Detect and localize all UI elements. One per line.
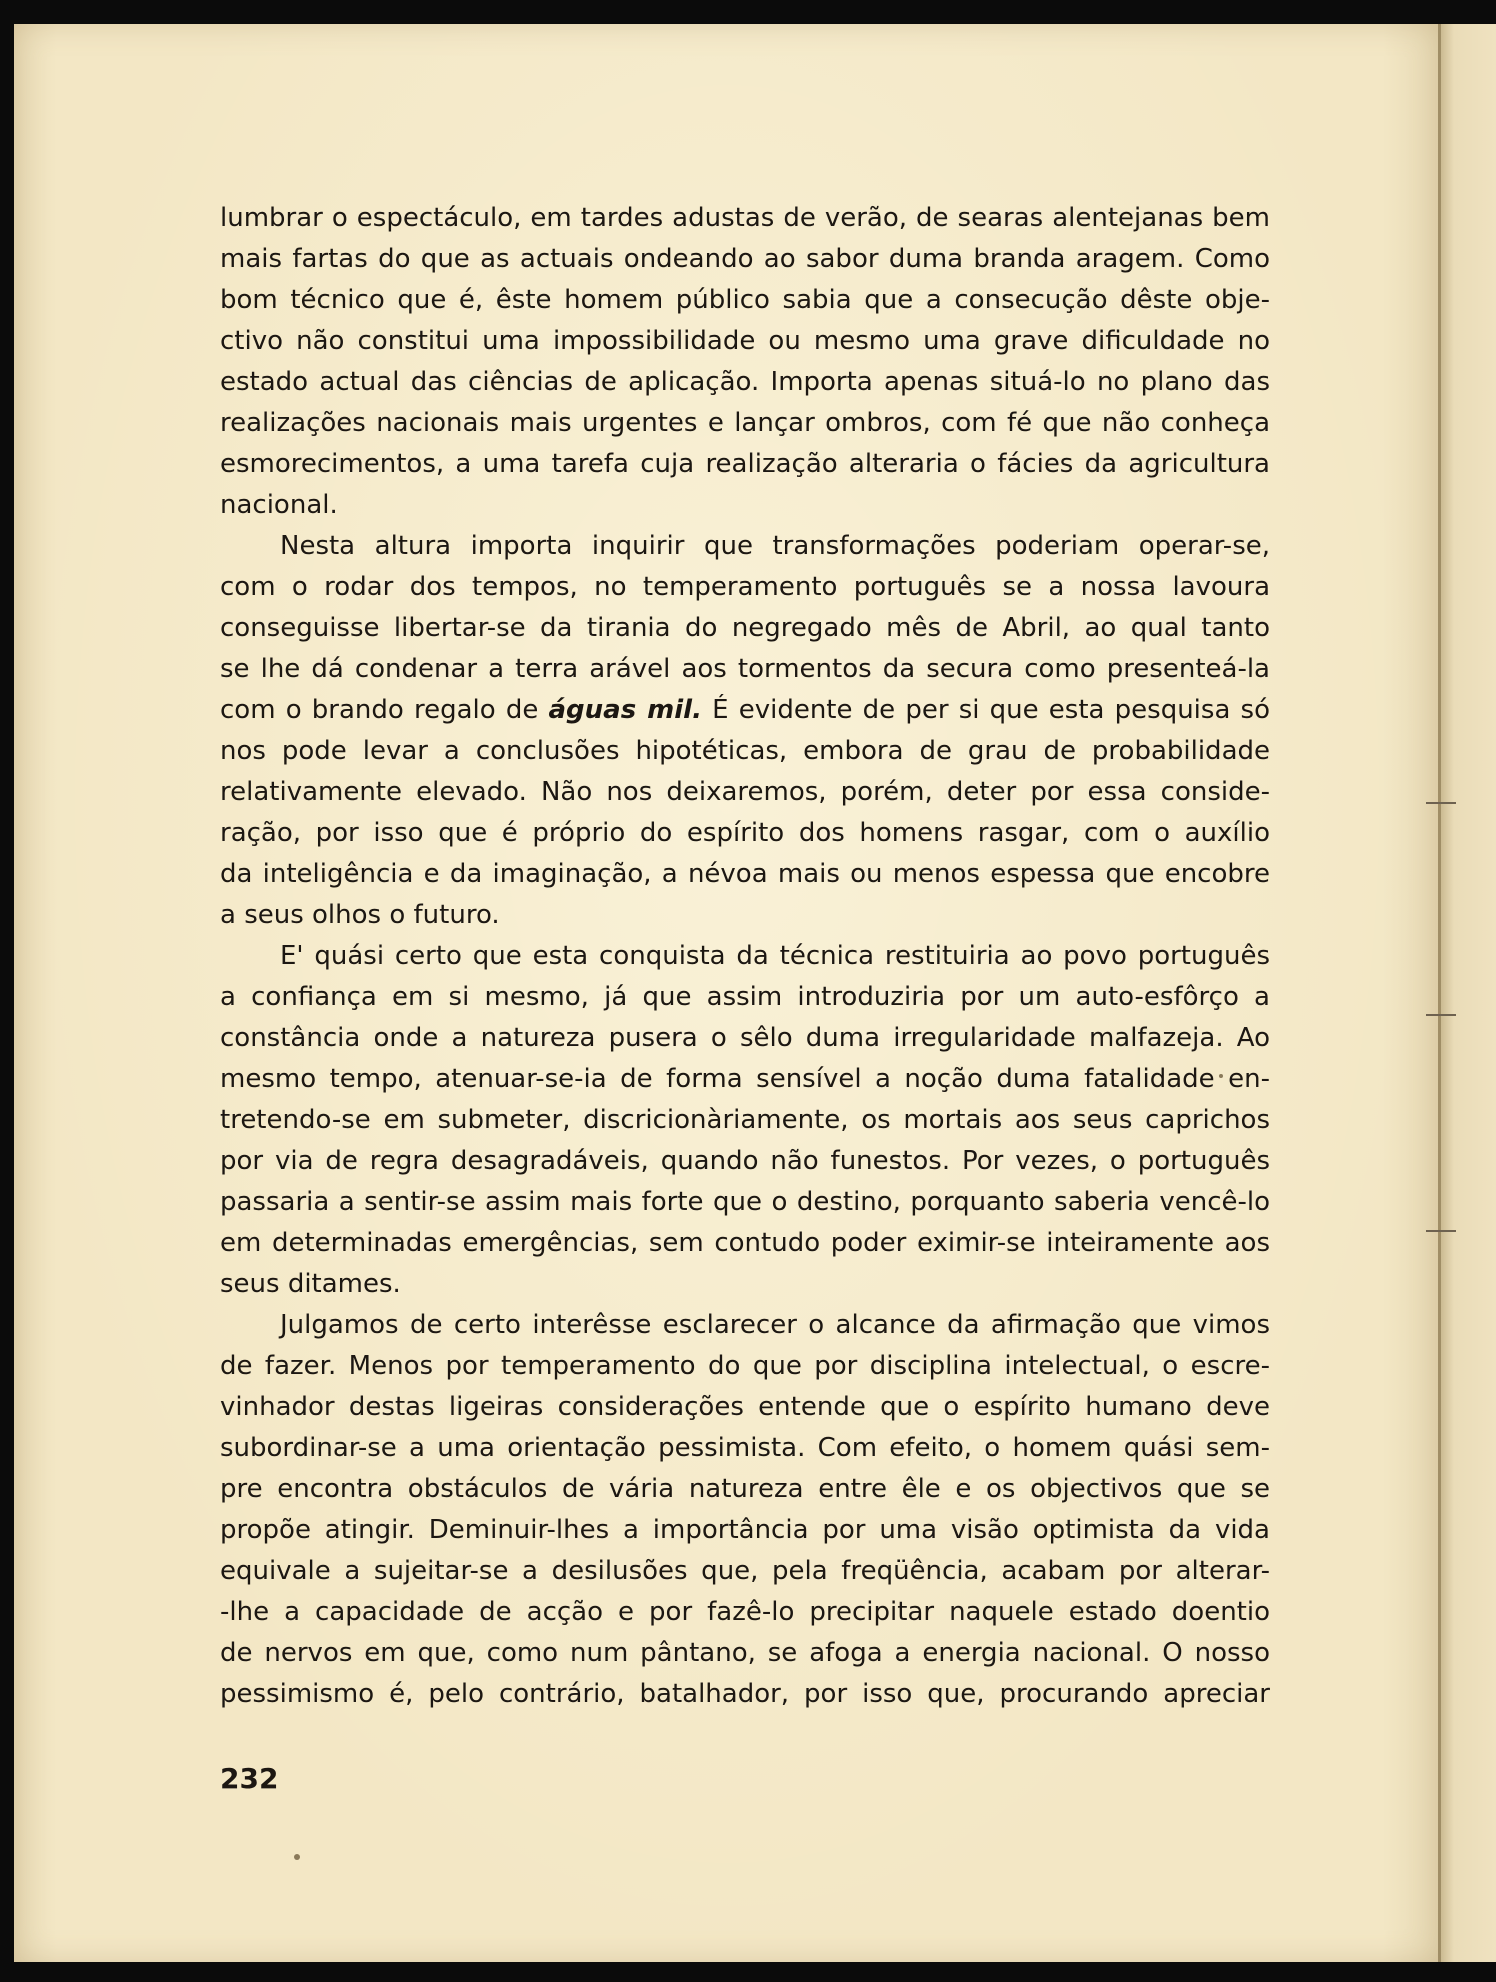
text-line: pessimismo é, pelo contrário, batalhador, por isso que, procurando apreciar	[220, 1679, 1270, 1709]
page-number: 232	[220, 1762, 279, 1795]
text-line: da inteligência e da imaginação, a névoa mais ou menos espessa que encobre	[220, 859, 1270, 889]
text-line: seus ditames.	[220, 1269, 401, 1299]
text-line: passaria a sentir-se assim mais forte que o destino, porquanto saberia vencê-lo	[220, 1187, 1270, 1217]
text-line: E' quási certo que esta conquista da técnica restituiria ao povo português	[280, 941, 1270, 971]
text-line: com o brando regalo de águas mil. É evidente de per si que esta pesquisa só	[220, 695, 1271, 725]
binding-mark	[1426, 1014, 1456, 1016]
text-line: ração, por isso que é próprio do espírito dos homens rasgar, com o auxílio	[220, 818, 1270, 848]
text-line: constância onde a natureza pusera o sêlo duma irregularidade malfazeja. Ao	[220, 1023, 1270, 1053]
text-line: com o rodar dos tempos, no temperamento português se a nossa lavoura	[220, 572, 1270, 602]
body-text	[220, 198, 1270, 1715]
text-line: propõe atingir. Deminuir-lhes a importância por uma visão optimista da vida	[220, 1515, 1270, 1545]
text-line: subordinar-se a uma orientação pessimista. Com efeito, o homem quási sem-	[220, 1433, 1270, 1463]
text-line: relativamente elevado. Não nos deixaremos, porém, deter por essa conside-	[220, 777, 1270, 807]
text-line: nacional.	[220, 490, 338, 520]
text-line: Nesta altura importa inquirir que transformações poderiam operar-se,	[280, 531, 1270, 561]
text-line: a confiança em si mesmo, já que assim introduziria por um auto-esfôrço a	[220, 982, 1270, 1012]
text-line: em determinadas emergências, sem contudo poder eximir-se inteiramente aos	[220, 1228, 1270, 1258]
text-line: equivale a sujeitar-se a desilusões que, pela freqüência, acabam por alterar-	[220, 1556, 1270, 1586]
page-fold	[1438, 24, 1441, 1962]
text-line: de nervos em que, como num pântano, se afoga a energia nacional. O nosso	[220, 1638, 1270, 1668]
text-line: por via de regra desagradáveis, quando não funestos. Por vezes, o português	[220, 1146, 1270, 1176]
text-line: -lhe a capacidade de acção e por fazê-lo precipitar naquele estado doentio	[220, 1597, 1270, 1627]
binding-mark	[1426, 1230, 1456, 1232]
text-line: de fazer. Menos por temperamento do que por disciplina intelectual, o escre-	[220, 1351, 1270, 1381]
text-line: estado actual das ciências de aplicação. Importa apenas situá-lo no plano das	[220, 367, 1270, 397]
text-line: bom técnico que é, êste homem público sabia que a consecução dêste obje-	[220, 285, 1270, 315]
paper-speck	[294, 1854, 300, 1860]
binding-mark	[1426, 802, 1456, 804]
text-line: lumbrar o espectáculo, em tardes adustas de verão, de searas alentejanas bem	[220, 203, 1270, 233]
text-line: pre encontra obstáculos de vária natureza entre êle e os objectivos que se	[220, 1474, 1270, 1504]
text-line: esmorecimentos, a uma tarefa cuja realização alteraria o fácies da agricultura	[220, 449, 1270, 479]
text-line: conseguisse libertar-se da tirania do negregado mês de Abril, ao qual tanto	[220, 613, 1270, 643]
text-line: mais fartas do que as actuais ondeando ao sabor duma branda aragem. Como	[220, 244, 1270, 274]
text-line: tretendo-se em submeter, discricionàriamente, os mortais aos seus caprichos	[220, 1105, 1270, 1135]
text-line: se lhe dá condenar a terra arável aos tormentos da secura como presenteá-la	[220, 654, 1270, 684]
text-line: a seus olhos o futuro.	[220, 900, 500, 930]
text-line: ctivo não constitui uma impossibilidade ou mesmo uma grave dificuldade no	[220, 326, 1270, 356]
text-line: realizações nacionais mais urgentes e lançar ombros, com fé que não conheça	[220, 408, 1270, 438]
adjacent-page-edge	[1440, 24, 1496, 1962]
text-line: mesmo tempo, atenuar-se-ia de forma sensível a noção duma fatalidade en-	[220, 1064, 1270, 1094]
text-line: nos pode levar a conclusões hipotéticas, embora de grau de probabilidade	[220, 736, 1270, 766]
text-line: Julgamos de certo interêsse esclarecer o alcance da afirmação que vimos	[280, 1310, 1270, 1340]
text-line: vinhador destas ligeiras considerações entende que o espírito humano deve	[220, 1392, 1270, 1422]
